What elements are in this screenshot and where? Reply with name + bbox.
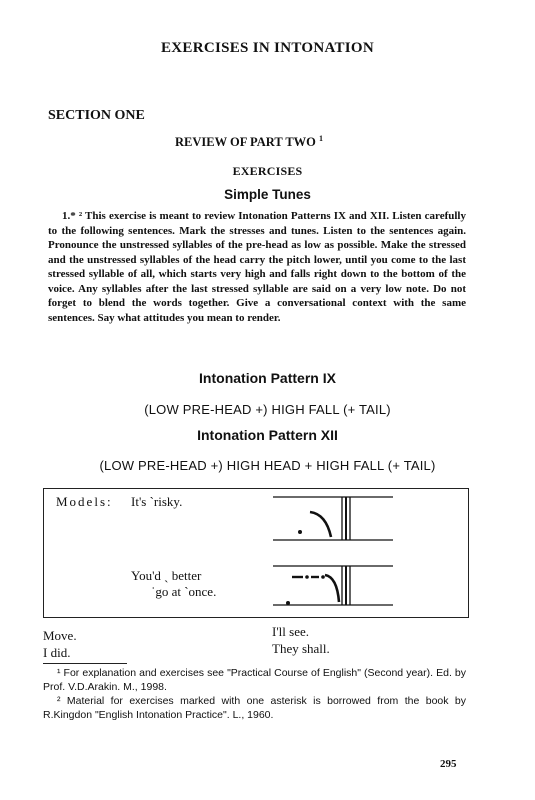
footnote-divider <box>43 663 127 664</box>
sentence-right-2: They shall. <box>272 641 330 656</box>
tonogram-2 <box>273 566 393 605</box>
model-example-2-line1: You'd ˎ better <box>131 568 202 583</box>
pattern-ix-description: (LOW PRE-HEAD +) HIGH FALL (+ TAIL) <box>144 402 391 417</box>
pattern-ix-title: Intonation Pattern IX <box>199 370 336 386</box>
pattern-xii-description: (LOW PRE-HEAD +) HIGH HEAD + HIGH FALL (+ TAIL) <box>99 458 436 473</box>
footnote-1: ¹ For explanation and exercises see "Practical Course of English" (Second year). Ed. by Prof. V.D.Arakin. M., 1998. <box>43 667 466 693</box>
subheading: Simple Tunes <box>224 187 311 202</box>
tonogram-1 <box>273 497 393 540</box>
page-number: 295 <box>440 758 457 770</box>
section-heading: SECTION ONE <box>48 108 145 123</box>
review-footnote-mark: 1 <box>319 134 324 143</box>
model-example-2-line2: ˈgo at ˋonce. <box>151 584 217 599</box>
exercises-heading: EXERCISES <box>232 164 303 178</box>
instruction-paragraph: 1.* ² This exercise is meant to review Intonation Patterns IX and XII. Listen carefully to the following sentences. Mark the stresses and tunes. Listen to the sentences again. Pronounce the unstressed syllables of the pre-head as low as possible. Make the stressed and the unstressed syllables of the head carry the pitch lower, until you come to the last stressed syllable of all, which starts very high and falls right down to the bottom of the voice. Any syllables after the last stressed syllable are said on a very low note. Do not forget to blend the words together. Give a conversational context with the same sentences. Say what attitudes you mean to render. <box>48 210 466 324</box>
sentence-right-1: I'll see. <box>272 624 309 639</box>
models-label: Models: <box>56 494 113 509</box>
page-title: EXERCISES IN INTONATION <box>160 40 375 56</box>
footnote-2: ² Material for exercises marked with one asterisk is borrowed from the book by R.Kingdon "English Intonation Practice". L., 1960. <box>43 695 466 721</box>
pattern-xii-title: Intonation Pattern XII <box>197 427 338 443</box>
model-example-1: It's ˋrisky. <box>131 494 183 509</box>
sentence-left-2: I did. <box>43 645 71 660</box>
review-heading-text: REVIEW OF PART TWO <box>175 135 316 150</box>
sentence-left-1: Move. <box>43 628 77 643</box>
